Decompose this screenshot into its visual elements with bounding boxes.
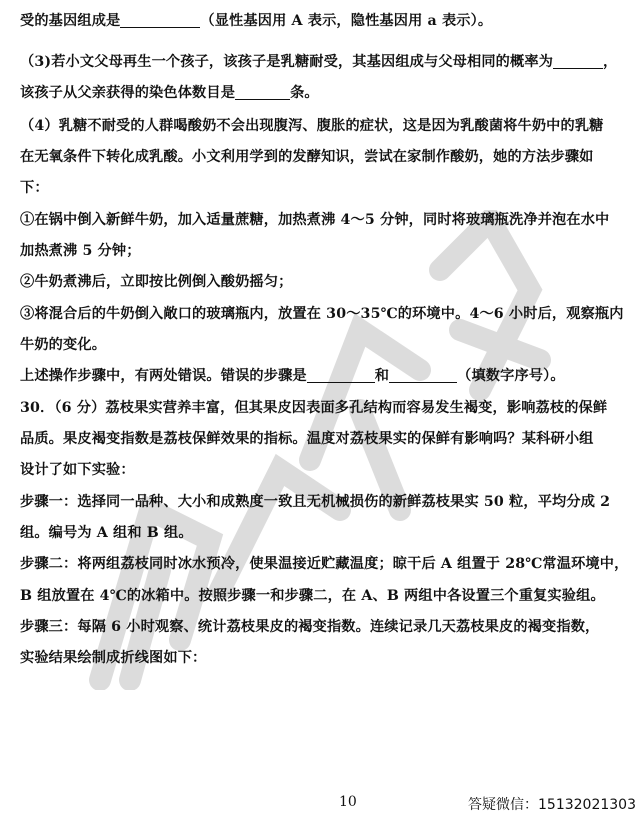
text-line-16: 步骤一：选择同一品种、大小和成熟度一致且无机械损伤的新鲜荔枝果实 50 粒，平均分成 2	[20, 494, 611, 510]
answer-blank[interactable]	[235, 85, 290, 100]
text-line-1: 受的基因组成是 （显性基因用 A 表示，隐性基因用 a 表示）。	[20, 13, 493, 29]
text-line-18: 步骤二：将两组荔枝同时冰水预冷，使果温接近贮藏温度；晾干后 A 组置于 28℃常温环境中，	[20, 556, 629, 572]
text-line-5: 在无氧条件下转化成乳酸。小文利用学到的发酵知识，尝试在家制作酸奶，她的方法步骤如	[20, 149, 594, 165]
page-number: 10	[339, 794, 357, 810]
answer-blank[interactable]	[553, 54, 603, 69]
text-line-21: 实验结果绘制成折线图如下：	[20, 650, 207, 666]
text-line-19: B 组放置在 4℃的冰箱中。按照步骤一和步骤二，在 A、B 两组中各设置三个重复实验组。	[20, 588, 605, 604]
text-line-17: 组。编号为 A 组和 B 组。	[20, 525, 193, 541]
text-line-4: （4）乳糖不耐受的人群喝酸奶不会出现腹泻、腹胀的症状，这是因为乳酸菌将牛奶中的乳糖	[20, 118, 604, 134]
text-line-2: （3)若小文父母再生一个孩子，该孩子是乳糖耐受，其基因组成与父母相同的概率为 ，	[20, 54, 618, 70]
answer-blank[interactable]	[120, 13, 200, 28]
text-line-13: 30．（6 分）荔枝果实营养丰富，但其果皮因表面多孔结构而容易发生褐变，影响荔枝的保鲜	[20, 400, 608, 416]
contact-info: 答疑微信：15132021303	[468, 797, 636, 813]
text-line-20: 步骤三：每隔 6 小时观察、统计荔枝果皮的褐变指数。连续记录几天荔枝果皮的褐变指数，	[20, 619, 600, 635]
text-line-14: 品质。果皮褐变指数是荔枝保鲜效果的指标。温度对荔枝果实的保鲜有影响吗？某科研小组	[20, 431, 594, 447]
text-line-15: 设计了如下实验：	[20, 462, 135, 478]
text-line-11: 牛奶的变化。	[20, 337, 107, 353]
text-line-8: 加热煮沸 5 分钟；	[20, 243, 141, 259]
text-line-9: ②牛奶煮沸后，立即按比例倒入酸奶摇匀；	[20, 274, 293, 290]
text-line-12: 上述操作步骤中，有两处错误。错误的步骤是 和 （填数字序号）。	[20, 368, 565, 384]
text-line-10: ③将混合后的牛奶倒入敞口的玻璃瓶内，放置在 30～35℃的环境中。4～6 小时后，观察瓶内	[20, 306, 624, 322]
answer-blank[interactable]	[389, 368, 457, 383]
text-line-6: 下：	[20, 180, 49, 196]
text-line-3: 该孩子从父亲获得的染色体数目是 条。	[20, 85, 319, 101]
answer-blank[interactable]	[307, 368, 375, 383]
text-line-7: ①在锅中倒入新鲜牛奶，加入适量蔗糖，加热煮沸 4～5 分钟，同时将玻璃瓶洗净并泡在水中	[20, 212, 610, 228]
